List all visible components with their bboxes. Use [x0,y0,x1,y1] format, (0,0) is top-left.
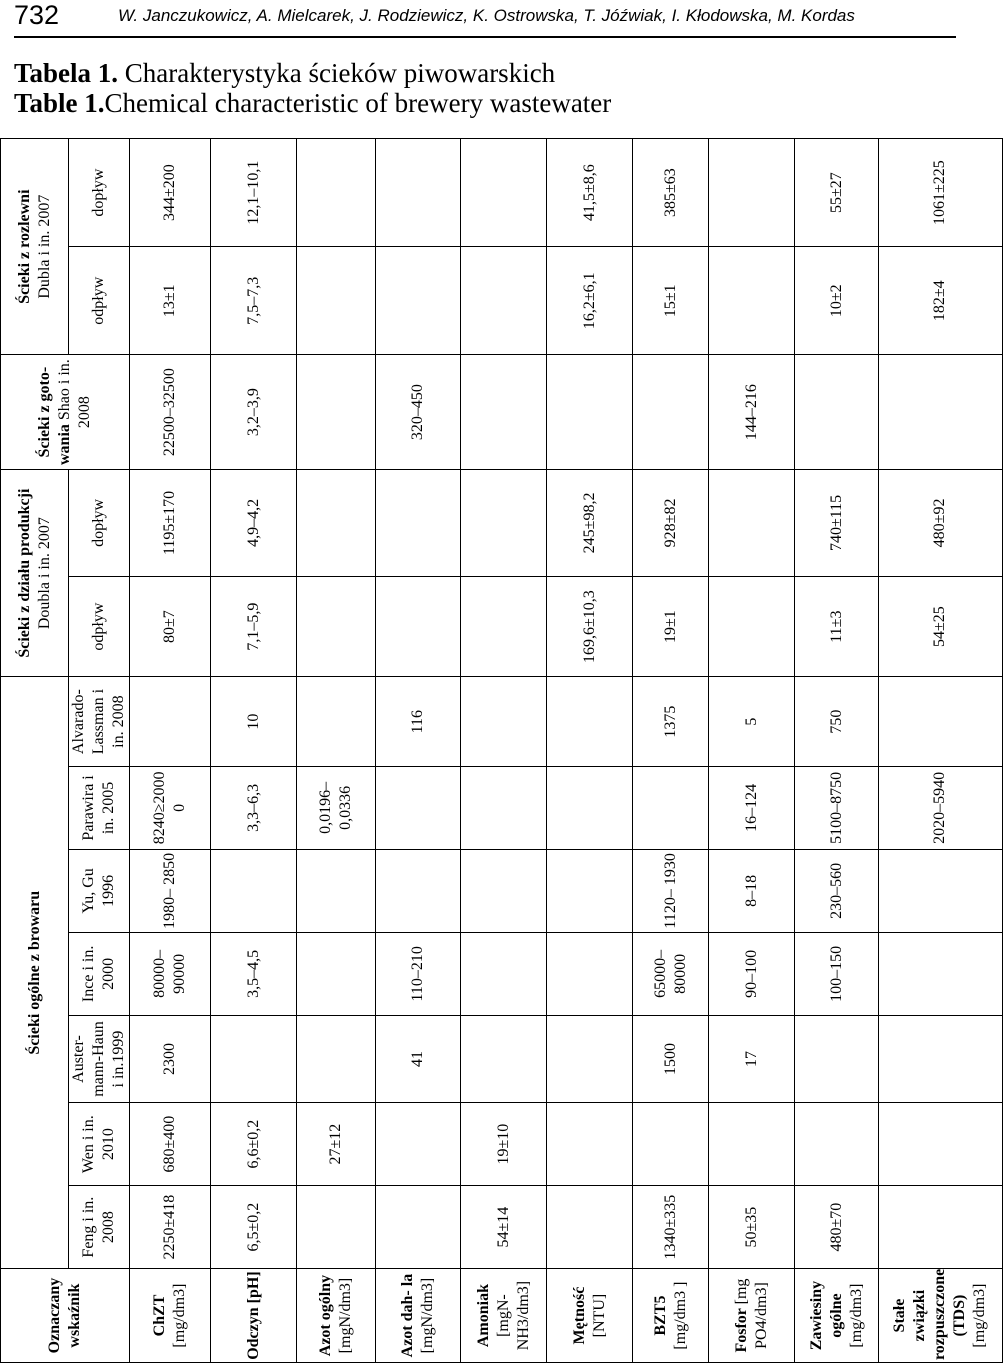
table-cell: 19±10 [461,1103,547,1186]
table-cell: 182±4 [878,247,1002,355]
table-cell: 41,5±8,6 [547,139,633,247]
table-cell [461,469,547,576]
row-header: ChZT [mg/dm3] [130,1269,211,1363]
source-austermann: Auster- mann-Haun i in.1999 [69,1015,130,1102]
row-header: Azot dah- la [mgN/dm3] [375,1269,461,1363]
row-header: Mętność [NTU] [547,1269,633,1363]
table-cell: 1375 [633,677,709,767]
table-cell: 320–450 [375,355,461,470]
table-cell [633,766,709,849]
table-cell: 10±2 [795,247,878,355]
table-cell: 740±115 [795,469,878,576]
table-row [795,139,878,1363]
table-row [130,139,211,1363]
table-cell: 245±98,2 [547,469,633,576]
table-cell: 230–560 [795,849,878,932]
source-feng: Feng i in. 2008 [69,1186,130,1269]
table-cell: 41 [375,1015,461,1102]
table-cell [878,849,1002,932]
table-cell: 0,0196– 0,0336 [296,766,375,849]
table-cell [296,932,375,1015]
table-cell: 1061±225 [878,139,1002,247]
table-cell [547,355,633,470]
table-cell [709,247,795,355]
table-cell: 480±92 [878,469,1002,576]
table-cell: 12,1–10,1 [211,139,297,247]
table-cell: 2300 [130,1015,211,1102]
caption-en-text: Chemical characteristic of brewery wastewater [104,88,612,118]
table-cell: 19±1 [633,576,709,676]
brewery-wastewater-table [0,138,1003,1363]
sub-doplyw-production: dopływ [69,469,130,576]
row-header: BZT5 [mg/dm3 ] [633,1269,709,1363]
table-cell: 4,9–4,2 [211,469,297,576]
table-cell: 65000– 80000 [633,932,709,1015]
table-cell: 116 [375,677,461,767]
table-cell: 480±70 [795,1186,878,1269]
table-cell [461,677,547,767]
table-cell: 144–216 [709,355,795,470]
table-cell: 50±35 [709,1186,795,1269]
table-cell [296,355,375,470]
table-cell: 80±7 [130,576,211,676]
table-cell: 344±200 [130,139,211,247]
table-row [709,139,795,1363]
table-cell: 17 [709,1015,795,1102]
table-cell [795,1103,878,1186]
table-cell [296,247,375,355]
table-cell: 7,5–7,3 [211,247,297,355]
rotated-table [0,138,989,1363]
table-cell: 90–100 [709,932,795,1015]
table-cell [547,932,633,1015]
table-cell [211,849,297,932]
table-cell [211,1015,297,1102]
table-cell: 1340±335 [633,1186,709,1269]
table-cell [130,677,211,767]
table-cell [633,1103,709,1186]
table-cell [878,1015,1002,1102]
table-cell [375,849,461,932]
table-body [130,139,1003,1363]
table-cell [547,849,633,932]
table-cell: 27±12 [296,1103,375,1186]
table-cell: 16,2±6,1 [547,247,633,355]
table-cell [709,469,795,576]
table-cell: 8–18 [709,849,795,932]
table-cell [633,355,709,470]
table-cell [296,1186,375,1269]
table-row [547,139,633,1363]
source-alvarado: Alvarado- Lassman i in. 2008 [69,677,130,767]
table-cell [547,766,633,849]
table-cell: 1500 [633,1015,709,1102]
source-yu-gu: Yu, Gu 1996 [69,849,130,932]
table-cell: 22500–32500 [130,355,211,470]
group-general-brewery: Ścieki ogólne z browaru [1,677,69,1269]
table-cell: 11±3 [795,576,878,676]
row-header: Stałe związki rozpuszczone (TDS) [mg/dm3] [878,1269,1002,1363]
page-number: 732 [14,0,60,30]
table-cell [375,139,461,247]
running-header-authors: W. Janczukowicz, A. Mielcarek, J. Rodziewicz, K. Ostrowska, T. Jóźwiak, I. Kłodowska, M. Kordas [118,6,855,25]
table-cell [878,355,1002,470]
table-cell [375,469,461,576]
table-cell: 5 [709,677,795,767]
caption-pl-text: Charakterystyka ścieków piwowarskich [118,58,556,88]
table-cell [461,766,547,849]
table-cell: 6,6±0,2 [211,1103,297,1186]
table-cell: 1120– 1930 [633,849,709,932]
table-cell: 10 [211,677,297,767]
table-cell: 7,1–5,9 [211,576,297,676]
table-cell: 100–150 [795,932,878,1015]
table-cell: 2250±418 [130,1186,211,1269]
table-cell [547,1186,633,1269]
group-cooking: Ścieki z goto- wania Shao i in. 2008 [1,355,130,470]
table-cell [296,469,375,576]
table-cell: 169,6±10,3 [547,576,633,676]
table-cell [461,1015,547,1102]
table-cell: 16–124 [709,766,795,849]
table-row [211,139,297,1363]
table-cell [375,247,461,355]
table-cell [461,849,547,932]
table-row [633,139,709,1363]
table-cell [461,139,547,247]
table-cell [547,677,633,767]
table-cell: 385±63 [633,139,709,247]
table-cell [296,139,375,247]
source-ince: Ince i in. 2000 [69,932,130,1015]
table-cell: 750 [795,677,878,767]
table-cell [296,1015,375,1102]
table-cell [878,932,1002,1015]
header-row-groups [1,139,69,1363]
table-cell: 680±400 [130,1103,211,1186]
source-parawira: Parawira i in. 2005 [69,766,130,849]
table-cell: 2020–5940 [878,766,1002,849]
table-cell [878,1103,1002,1186]
table-cell: 54±25 [878,576,1002,676]
table-cell: 15±1 [633,247,709,355]
table-cell [461,247,547,355]
table-cell: 3,2–3,9 [211,355,297,470]
header-rule [14,36,956,38]
table-row [461,139,547,1363]
row-header: Azot ogólny [mgN/dm3] [296,1269,375,1363]
table-cell: 13±1 [130,247,211,355]
table-row [878,139,1002,1363]
table-cell: 1980– 2850 [130,849,211,932]
table-cell: 1195±170 [130,469,211,576]
group-bottling: Ścieki z rozlewni Dubla i in. 2007 [1,139,69,355]
table-cell [709,576,795,676]
table-cell: 54±14 [461,1186,547,1269]
table-cell [461,932,547,1015]
table-cell [709,1103,795,1186]
table-cell [296,849,375,932]
row-header: Odczyn [pH] [211,1269,297,1363]
table-cell: 55±27 [795,139,878,247]
table-cell [375,576,461,676]
sub-odplyw-bottling: odpływ [69,247,130,355]
table-cell [878,1186,1002,1269]
table-cell: 3,5–4,5 [211,932,297,1015]
table-cell [547,1015,633,1102]
table-cell: 8240≥2000 0 [130,766,211,849]
table-cell: 110–210 [375,932,461,1015]
table-cell [296,677,375,767]
table-caption-pl [14,58,555,88]
table-cell [878,677,1002,767]
table-cell [375,766,461,849]
table-row [296,139,375,1363]
table-cell: 80000– 90000 [130,932,211,1015]
table-cell [375,1186,461,1269]
table-cell [547,1103,633,1186]
table-caption-en [14,88,611,118]
table-cell: 928±82 [633,469,709,576]
sub-odplyw-production: odpływ [69,576,130,676]
caption-pl-label: Tabela 1. [14,58,119,88]
source-wen: Wen i in. 2010 [69,1103,130,1186]
table-cell [795,355,878,470]
caption-en-label: Table 1. [14,88,105,118]
table-cell [461,355,547,470]
table-container [0,138,989,1363]
table-row [375,139,461,1363]
group-production: Ścieki z działu produkcji Doubla i in. 2007 [1,469,69,676]
table-cell [461,576,547,676]
row-header: Amoniak [mgN- NH3/dm3] [461,1269,547,1363]
table-cell [296,576,375,676]
table-cell [795,1015,878,1102]
table-cell [709,139,795,247]
table-cell: 5100–8750 [795,766,878,849]
row-header: Fosfor [mg PO4/dm3] [709,1269,795,1363]
table-cell: 3,3–6,3 [211,766,297,849]
sub-doplyw-bottling: dopływ [69,139,130,247]
table-cell: 6,5±0,2 [211,1186,297,1269]
corner-header: Oznaczany wskaźnik [1,1269,130,1363]
table-cell [375,1103,461,1186]
row-header: Zawiesiny ogólne [mg/dm3] [795,1269,878,1363]
